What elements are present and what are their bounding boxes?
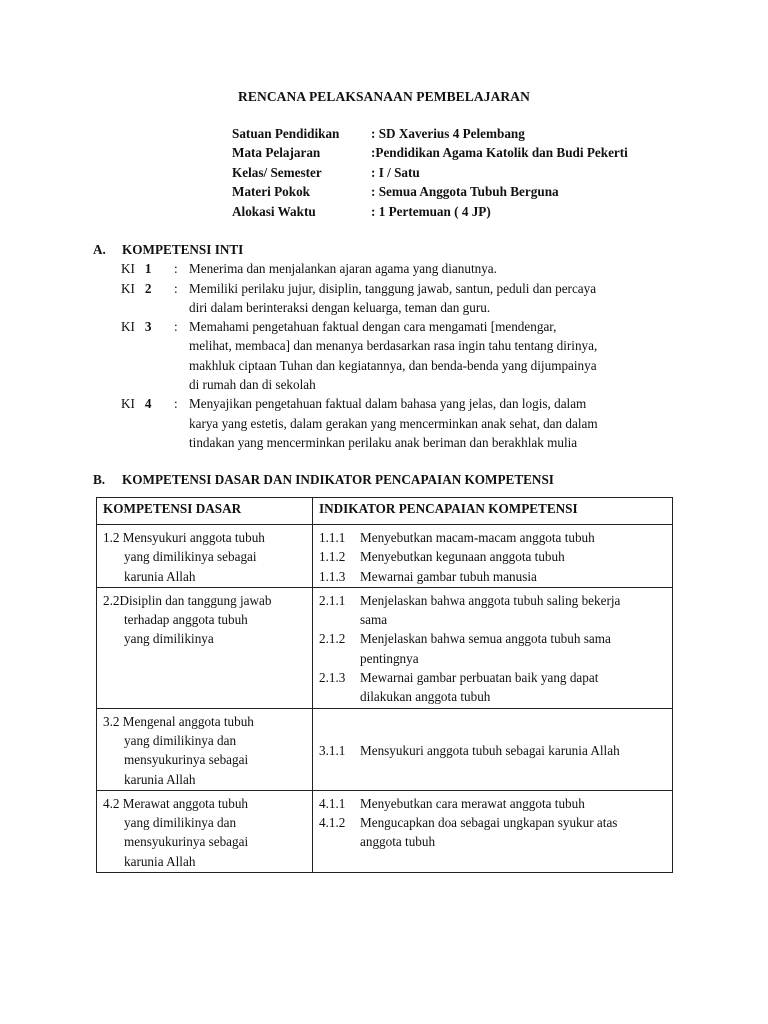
ki-text-line: Menerima dan menjalankan ajaran agama yang dianutnya.	[189, 261, 497, 277]
indicator-number: 4.1.2	[319, 815, 346, 831]
indicator-item	[319, 547, 668, 566]
indicator-cell	[313, 525, 673, 588]
indicator-text	[360, 813, 668, 852]
ki-label	[121, 259, 174, 278]
indicator-item	[319, 741, 668, 760]
indicator-item	[319, 668, 668, 707]
ki-colon: :	[174, 280, 178, 296]
ki-list	[93, 259, 675, 452]
indicator-item	[319, 629, 668, 668]
indicator-number: 3.1.1	[319, 742, 346, 758]
ki-text	[189, 394, 675, 452]
indicator-cell	[313, 587, 673, 708]
indicator-list	[313, 588, 672, 708]
kd-line: mensyukurinya sebagai	[124, 752, 249, 768]
kd-line: karunia Allah	[124, 771, 196, 787]
ki-text-line: Menyajikan pengetahuan faktual dalam bahasa yang jelas, dan logis, dalam	[189, 396, 587, 412]
identity-label: Materi Pokok	[232, 184, 311, 200]
kd-line: 4.2 Merawat anggota tubuh	[103, 795, 249, 811]
identity-label: Kelas/ Semester	[232, 164, 322, 180]
indicator-text	[360, 741, 668, 760]
kd-line: terhadap anggota tubuh	[124, 612, 248, 628]
kd-line: 2.2Disiplin dan tanggung jawab	[103, 592, 272, 608]
section-kompetensi-inti	[93, 240, 675, 452]
table-row	[97, 708, 673, 790]
indicator-cell	[313, 790, 673, 872]
identity-label: Alokasi Waktu	[232, 203, 316, 219]
kd-line: 3.2 Mengenal anggota tubuh	[103, 713, 254, 729]
kd-line: yang dimilikinya	[124, 631, 214, 647]
document-title: RENCANA PELAKSANAAN PEMBELAJARAN	[238, 89, 530, 104]
indicator-text-line: Mewarnai gambar tubuh manusia	[360, 568, 537, 584]
identity-row	[232, 202, 628, 221]
indicator-text	[360, 547, 668, 566]
indicator-number: 2.1.1	[319, 592, 346, 608]
indicator-item	[319, 567, 668, 586]
indicator-text-line: Menjelaskan bahwa semua anggota tubuh sama	[360, 631, 611, 647]
table-row	[97, 525, 673, 588]
indicator-text-line: sama	[360, 612, 388, 628]
indicator-text	[360, 567, 668, 586]
table-row	[97, 587, 673, 708]
kd-line: yang dimilikinya dan	[124, 732, 237, 748]
ki-label	[121, 394, 174, 452]
ki-number: 2	[144, 280, 152, 296]
section-letter: A.	[93, 242, 106, 257]
indicator-text-line: Menyebutkan kegunaan anggota tubuh	[360, 549, 565, 565]
indicator-number: 1.1.1	[319, 530, 346, 545]
table-header-row	[97, 498, 673, 525]
ki-prefix: KI	[121, 319, 135, 335]
indicator-text	[360, 668, 668, 707]
indicator-text	[360, 794, 668, 813]
ki-number: 3	[144, 319, 152, 335]
ki-label	[121, 317, 174, 394]
indicator-text	[360, 591, 668, 630]
kompetensi-dasar-cell	[97, 790, 313, 872]
ki-text-line: tindakan yang mencerminkan perilaku anak beriman dan berakhlak mulia	[189, 434, 578, 450]
kd-content	[97, 791, 312, 872]
indicator-number: 1.1.2	[319, 549, 346, 565]
identity-label: Satuan Pendidikan	[232, 126, 340, 141]
section-heading	[93, 240, 675, 259]
section-letter: B.	[93, 472, 106, 487]
ki-number: 4	[144, 396, 152, 412]
identity-value: : Semua Anggota Tubuh Berguna	[371, 184, 559, 200]
ki-item	[93, 279, 675, 318]
ki-text-line: karya yang estetis, dalam gerakan yang mencerminkan anak sehat, dan dalam	[189, 415, 598, 431]
identity-row	[232, 182, 628, 201]
identity-value: : 1 Pertemuan ( 4 JP)	[371, 203, 491, 219]
ki-number: 1	[144, 261, 152, 277]
kompetensi-dasar-cell	[97, 525, 313, 588]
indicator-text-line: Menyebutkan cara merawat anggota tubuh	[360, 795, 585, 811]
ki-item	[93, 259, 675, 278]
ki-text-line: Memiliki perilaku jujur, disiplin, tanggung jawab, santun, peduli dan percaya	[189, 280, 597, 296]
indicator-cell	[313, 708, 673, 790]
indicator-list	[313, 791, 672, 853]
table-body	[97, 525, 673, 873]
ki-item	[93, 317, 675, 394]
section-heading	[93, 470, 675, 489]
indicator-text	[360, 528, 668, 547]
ki-text	[189, 279, 675, 318]
kompetensi-dasar-cell	[97, 587, 313, 708]
indicator-item	[319, 813, 668, 852]
ki-colon: :	[174, 261, 178, 277]
kd-line: yang dimilikinya sebagai	[124, 549, 257, 565]
identity-row	[232, 143, 628, 162]
indicator-text-line: pentingnya	[360, 650, 419, 666]
section-title: KOMPETENSI INTI	[122, 242, 244, 257]
identity-row	[232, 163, 628, 182]
competency-table	[96, 497, 673, 873]
indicator-item	[319, 591, 668, 630]
kd-line: mensyukurinya sebagai	[124, 834, 249, 850]
indicator-number: 4.1.1	[319, 795, 346, 811]
kd-line: karunia Allah	[124, 853, 196, 869]
ki-text-line: diri dalam berinteraksi dengan keluarga, teman dan guru.	[189, 299, 491, 315]
ki-text	[189, 317, 675, 394]
identity-value: : I / Satu	[371, 164, 420, 180]
ki-prefix: KI	[121, 396, 135, 412]
kompetensi-dasar-cell	[97, 708, 313, 790]
indicator-text-line: Mewarnai gambar perbuatan baik yang dapat	[360, 670, 599, 686]
identity-block	[232, 124, 628, 221]
indicator-text-line: Menyebutkan macam-macam anggota tubuh	[360, 530, 595, 545]
ki-colon: :	[174, 396, 178, 412]
section-kompetensi-dasar-heading	[93, 470, 675, 489]
identity-label: Mata Pelajaran	[232, 145, 321, 161]
indicator-text-line: anggota tubuh	[360, 834, 436, 850]
ki-item	[93, 394, 675, 452]
ki-text-line: Memahami pengetahuan faktual dengan cara mengamati [mendengar,	[189, 319, 557, 335]
kd-line: 1.2 Mensyukuri anggota tubuh	[103, 530, 265, 545]
indicator-list	[313, 738, 672, 761]
indicator-number: 1.1.3	[319, 568, 346, 584]
kd-content	[97, 525, 312, 587]
ki-text-line: di rumah dan di sekolah	[189, 377, 316, 393]
indicator-text	[360, 629, 668, 668]
indicator-number: 2.1.2	[319, 631, 346, 647]
identity-row	[232, 124, 628, 143]
ki-prefix: KI	[121, 261, 135, 277]
indicator-text-line: dilakukan anggota tubuh	[360, 689, 491, 705]
kd-content	[97, 588, 312, 650]
indicator-text-line: Mensyukuri anggota tubuh sebagai karunia Allah	[360, 742, 620, 758]
ki-text	[189, 259, 675, 278]
indicator-text-line: Menjelaskan bahwa anggota tubuh saling bekerja	[360, 592, 621, 608]
indicator-list	[313, 525, 672, 587]
kd-line: karunia Allah	[124, 568, 196, 584]
ki-prefix: KI	[121, 280, 135, 296]
kd-content	[97, 709, 312, 790]
column-header-kompetensi-dasar: KOMPETENSI DASAR	[97, 498, 313, 525]
kd-line: yang dimilikinya dan	[124, 815, 237, 831]
ki-colon: :	[174, 319, 178, 335]
ki-label	[121, 279, 174, 318]
indicator-number: 2.1.3	[319, 670, 346, 686]
ki-text-line: melihat, membaca] dan menanya berdasarkan rasa ingin tahu tentang dirinya,	[189, 338, 598, 354]
column-header-indikator: INDIKATOR PENCAPAIAN KOMPETENSI	[313, 498, 673, 525]
indicator-text-line: Mengucapkan doa sebagai ungkapan syukur atas	[360, 815, 618, 831]
table-row	[97, 790, 673, 872]
indicator-item	[319, 528, 668, 547]
identity-value: : SD Xaverius 4 Pelembang	[371, 126, 525, 141]
identity-value: :Pendidikan Agama Katolik dan Budi Pekerti	[371, 145, 628, 161]
indicator-item	[319, 794, 668, 813]
ki-text-line: makhluk ciptaan Tuhan dan kegiatannya, dan benda-benda yang dijumpainya	[189, 357, 597, 373]
section-title: KOMPETENSI DASAR DAN INDIKATOR PENCAPAIAN KOMPETENSI	[122, 472, 554, 487]
